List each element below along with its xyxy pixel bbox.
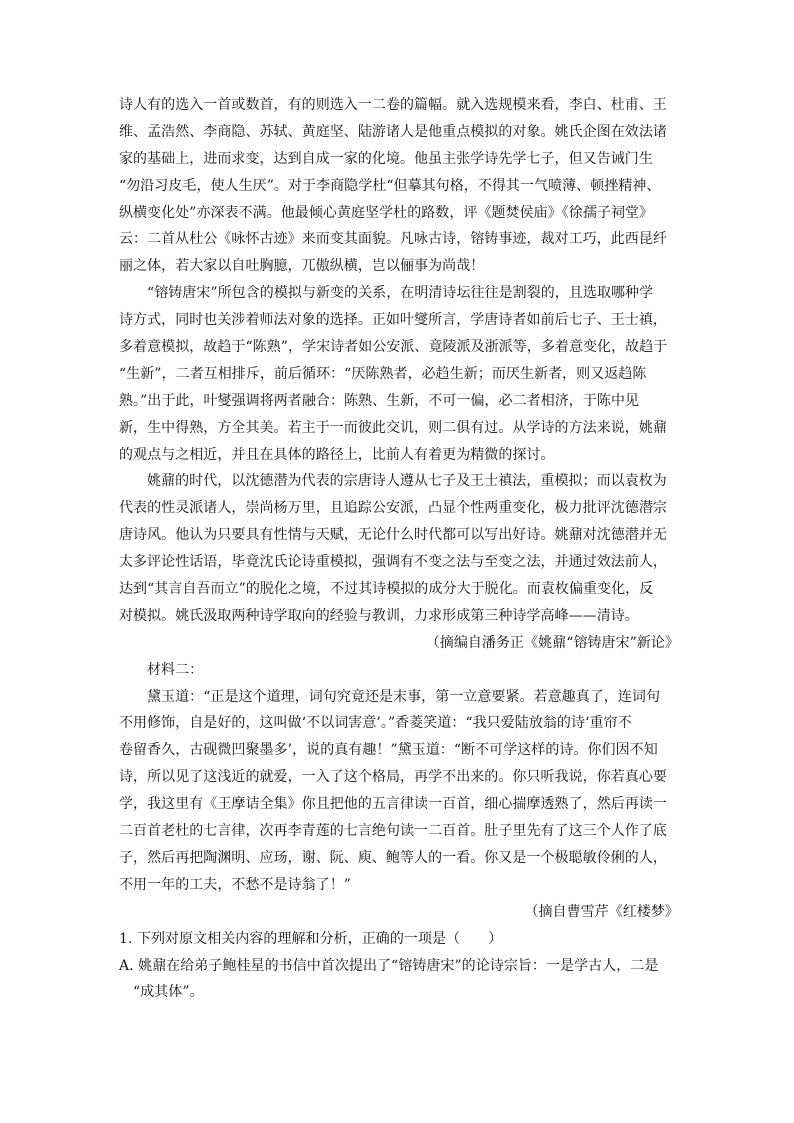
text-line: 代表的性灵派诸人，崇尚杨万里，且追踪公安派，凸显个性两重变化，极力批评沈德潜宗 bbox=[119, 500, 667, 517]
document-page bbox=[119, 92, 679, 1006]
material1-source-citation: （摘编自潘务正《姚鼐“镕铸唐宋”新论》 bbox=[425, 634, 679, 651]
text-line: “成其体”。 bbox=[133, 984, 204, 1001]
text-line: “生新”，二者互相排斥，前后循环：“厌陈熟者，必趋生新；而厌生新者，则又返趋陈 bbox=[119, 365, 647, 382]
material1-paragraph-1 bbox=[119, 92, 679, 280]
text-line: 丽之体，若大家以自吐胸臆，兀傲纵横，岂以俪事为尚哉！ bbox=[119, 258, 485, 275]
text-line: 姚鼐的时代，以沈德潜为代表的宗唐诗人遵从七子及王士禛法，重模拟；而以袁枚为 bbox=[147, 473, 667, 490]
text-line: A. 姚鼐在给弟子鲍桂星的书信中首次提出了“镕铸唐宋”的论诗宗旨：一是学古人，二是 bbox=[119, 957, 659, 974]
material1-paragraph-2 bbox=[119, 280, 679, 468]
text-line: 多着意模拟，故趋于“陈熟”，学宋诗者如公安派、竟陵派及浙派等，多着意变化，故趋于 bbox=[119, 339, 668, 356]
text-line: 唐诗风。他认为只要具有性情与天赋，无论什么时代都可以写出好诗。姚鼐对沈德潜并无 bbox=[119, 527, 667, 544]
text-line: 不用一年的工夫，不愁不是诗翁了！” bbox=[119, 876, 352, 893]
text-line: “镕铸唐宋”所包含的模拟与新变的关系，在明清诗坛往往是割裂的，且选取哪种学 bbox=[147, 285, 654, 302]
text-line: 诗方式，同时也关涉着师法对象的选择。正如叶燮所言，学唐诗者如前后七子、王士禛， bbox=[119, 312, 667, 329]
text-line: 的观点与之相近，并且在具体的路径上，比前人有着更为精微的探讨。 bbox=[119, 446, 555, 463]
question-option-a bbox=[119, 953, 679, 1007]
text-line: 云：二首从杜公《咏怀古迹》来而变其面貌。凡咏古诗，镕铸事迹，裁对工巧，此西昆纤 bbox=[119, 231, 667, 248]
text-line: 对模拟。姚氏汲取两种诗学取向的经验与教训，力求形成第三种诗学高峰——清诗。 bbox=[119, 607, 639, 624]
text-line: 诗，所以见了这浅近的就爱，一入了这个格局，再学不出来的。你只听我说，你若真心要 bbox=[119, 769, 667, 786]
text-line: 太多评论性话语，毕竟沈氏论诗重模拟，强调有不变之法与至变之法，并通过效法前人， bbox=[119, 554, 667, 571]
text-line: 二百首老杜的七言律，次再李青莲的七言绝句读一二百首。肚子里先有了这三个人作了底 bbox=[119, 823, 667, 840]
question-stem: 1. 下列对原文相关内容的理解和分析，正确的一项是（ ） bbox=[119, 930, 503, 947]
text-line: 新，生中得熟，方全其美。若主于一而彼此交讥，则二俱有过。从学诗的方法来说，姚鼐 bbox=[119, 419, 667, 436]
text-line: 学，我这里有《王摩诘全集》你且把他的五言律读一百首，细心揣摩透熟了，然后再读一 bbox=[119, 796, 667, 813]
material2-passage bbox=[119, 684, 679, 899]
material2-source-citation: （摘自曹雪芹《红楼梦》 bbox=[524, 903, 679, 920]
text-line: 子，然后再把陶渊明、应玚，谢、阮、庾、鲍等人的一看。你又是一个极聪敏伶俐的人， bbox=[119, 849, 667, 866]
text-line: 不用修饰，自是好的，这叫做‘不以词害意’。”香菱笑道：“我只爱陆放翁的诗‘重帘不 bbox=[119, 715, 632, 732]
material1-paragraph-3 bbox=[119, 468, 679, 629]
text-line: 维、孟浩然、李商隐、苏轼、黄庭坚、陆游诸人是他重点模拟的对象。姚氏企图在效法诸 bbox=[119, 123, 667, 140]
material2-label: 材料二： bbox=[147, 661, 204, 678]
text-line: 卷留香久，古砚微凹聚墨多’，说的真有趣！”黛玉道：“断不可学这样的诗。你们因不知 bbox=[119, 742, 658, 759]
text-line: 诗人有的选入一首或数首，有的则选入一二卷的篇幅。就入选规模来看，李白、杜甫、王 bbox=[119, 97, 667, 113]
text-line: 黛玉道：“正是这个道理，词句究竟还是末事，第一立意要紧。若意趣真了，连词句 bbox=[147, 688, 661, 705]
text-line: 达到“其言自吾而立”的脱化之境，不过其诗模拟的成分大于脱化。而袁枚偏重变化，反 bbox=[119, 581, 654, 598]
text-line: 纵横变化处”亦深表不满。他最倾心黄庭坚学杜的路数，评《题焚侯庙》《徐孺子祠堂》 bbox=[119, 204, 654, 221]
text-line: 家的基础上，进而求变，达到自成一家的化境。他虽主张学诗先学七子，但又告诫门生 bbox=[119, 150, 653, 167]
text-line: “勿沿习皮毛，使人生厌”。对于李商隐学杜“但摹其句格，不得其一气喷薄、顿挫精神、 bbox=[119, 177, 661, 194]
text-line: 熟。”出于此，叶燮强调将两者融合：陈熟、生新，不可一偏，必二者相济，于陈中见 bbox=[119, 392, 640, 409]
